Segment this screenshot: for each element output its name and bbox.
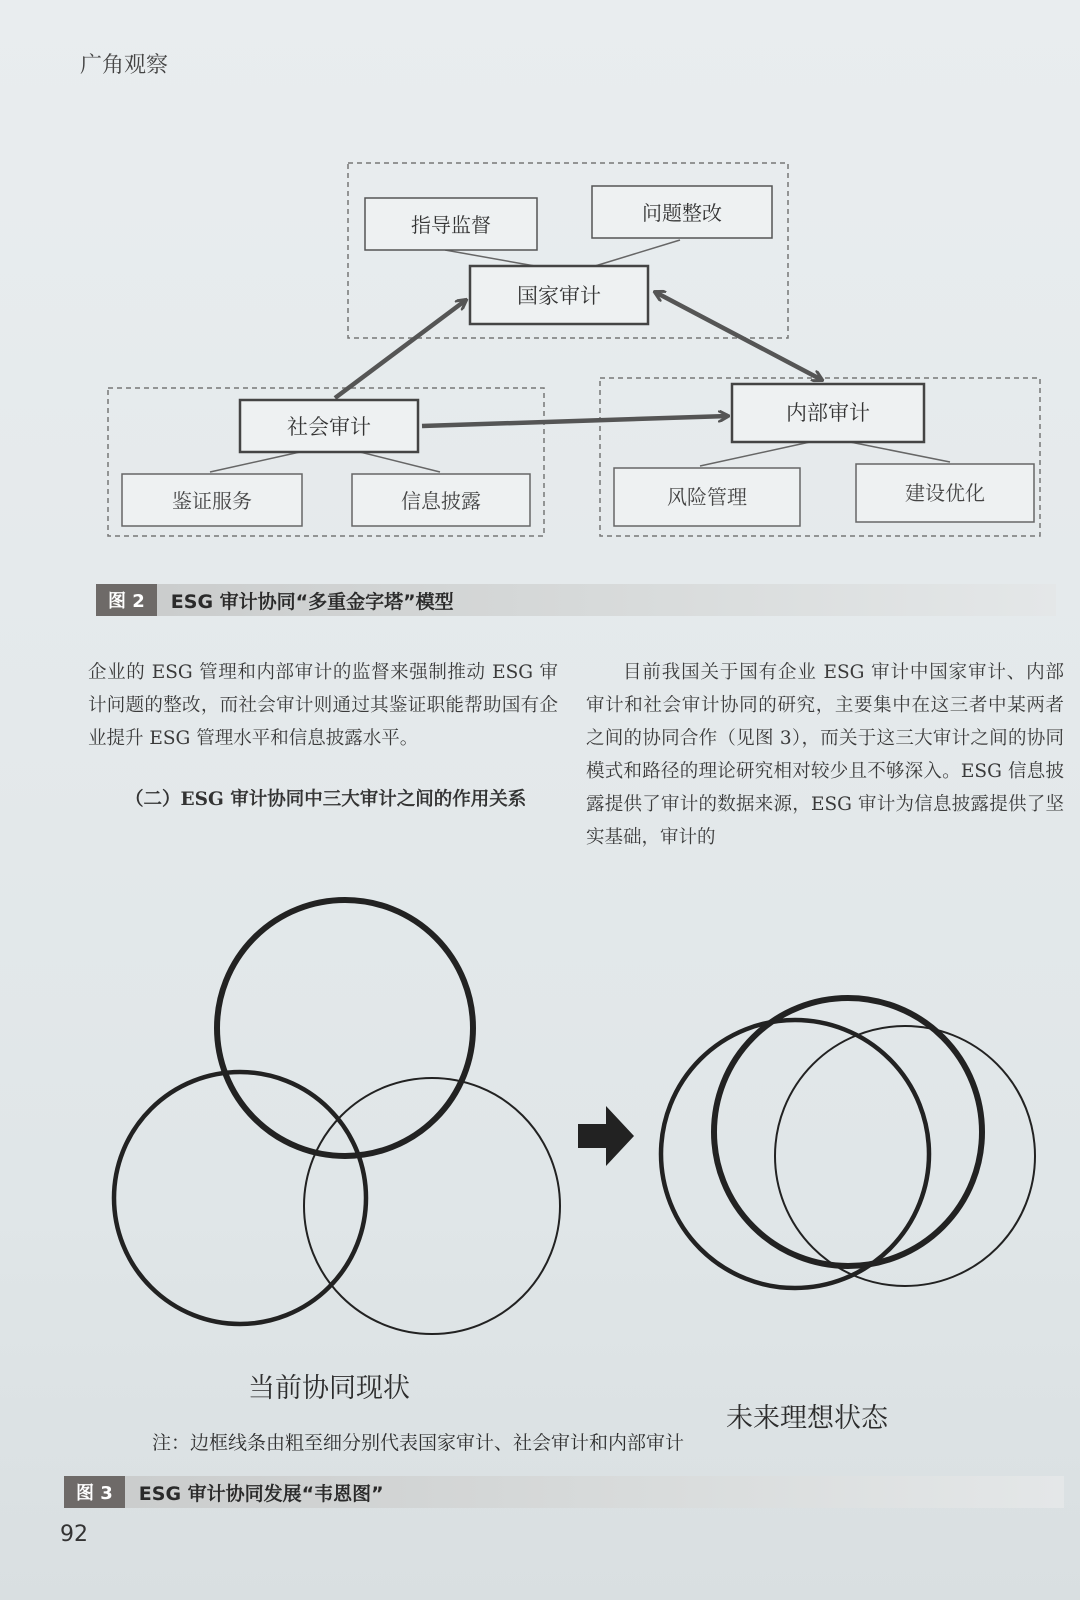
- venn-future: [661, 998, 1035, 1288]
- left-column: [88, 656, 558, 816]
- arrow-social-to-national: [335, 300, 466, 398]
- figure3-note: 注：边框线条由粗至细分别代表国家审计、社会审计和内部审计: [152, 1432, 685, 1454]
- figure2-label: 图 2: [96, 584, 157, 616]
- box-construction-optimization: [856, 464, 1034, 522]
- box-social-label: 社会审计: [287, 415, 371, 439]
- figure2-caption: ESG 审计协同“多重金字塔”模型: [170, 590, 454, 613]
- left-paragraph: 企业的 ESG 管理和内部审计的监督来强制推动 ESG 审计问题的整改，而社会审计则通过其鉴证职能帮助国有企业提升 ESG 管理水平和信息披露水平。: [88, 662, 558, 749]
- box-guidance-supervision: [365, 198, 537, 250]
- section-title: （二）ESG 审计协同中三大审计之间的作用关系: [125, 789, 527, 810]
- circle-social-future: [661, 1020, 929, 1288]
- box-assurance-label: 鉴证服务: [172, 489, 252, 513]
- figure3-caption: ESG 审计协同发展“韦恩图”: [138, 1482, 384, 1505]
- label-current-state: 当前协同现状: [248, 1373, 410, 1404]
- figure3-caption-bar: [64, 1476, 1064, 1508]
- box-rectify-label: 问题整改: [642, 201, 722, 225]
- circle-internal-current: [304, 1078, 560, 1334]
- section-header: 广角观察: [80, 53, 169, 78]
- right-arrow-icon: [578, 1106, 634, 1166]
- box-problem-rectification: [592, 186, 772, 238]
- figure2-caption-bar: [96, 584, 1056, 616]
- box-national-audit: [470, 266, 648, 324]
- circle-national-current: [217, 900, 473, 1156]
- box-national-label: 国家审计: [517, 284, 601, 308]
- box-internal-label: 内部审计: [786, 401, 870, 425]
- box-social-audit: [240, 400, 418, 452]
- arrow-social-to-internal: [422, 416, 728, 426]
- box-risk-management: [614, 468, 800, 526]
- arrow-national-internal: [655, 292, 822, 380]
- circle-internal-future: [775, 1026, 1035, 1286]
- venn-diagram: [0, 880, 1080, 1340]
- circle-social-current: [114, 1072, 366, 1324]
- right-column: [586, 656, 1064, 854]
- box-information-disclosure: [352, 474, 530, 526]
- figure3-label: 图 3: [64, 1476, 125, 1508]
- box-disclosure-label: 信息披露: [401, 489, 481, 513]
- right-paragraph: 目前我国关于国有企业 ESG 审计中国家审计、内部审计和社会审计协同的研究，主要集中在这三者中某两者之间的协同合作（见图 3），而关于这三大审计之间的协同模式和路径的理论研究相对较少且不够深入。ESG 信息披露提供了审计的数据来源，ESG 审计为信息披露提供了坚实基础，审计的: [586, 662, 1064, 848]
- label-future-state: 未来理想状态: [726, 1403, 888, 1434]
- box-guidance-label: 指导监督: [411, 213, 491, 237]
- page-number: 92: [60, 1522, 88, 1547]
- venn-current: [114, 900, 560, 1334]
- box-build-label: 建设优化: [905, 481, 985, 505]
- pyramid-model-diagram: [0, 0, 1080, 570]
- box-assurance-services: [122, 474, 302, 526]
- box-risk-label: 风险管理: [667, 485, 747, 509]
- box-internal-audit: [732, 384, 924, 442]
